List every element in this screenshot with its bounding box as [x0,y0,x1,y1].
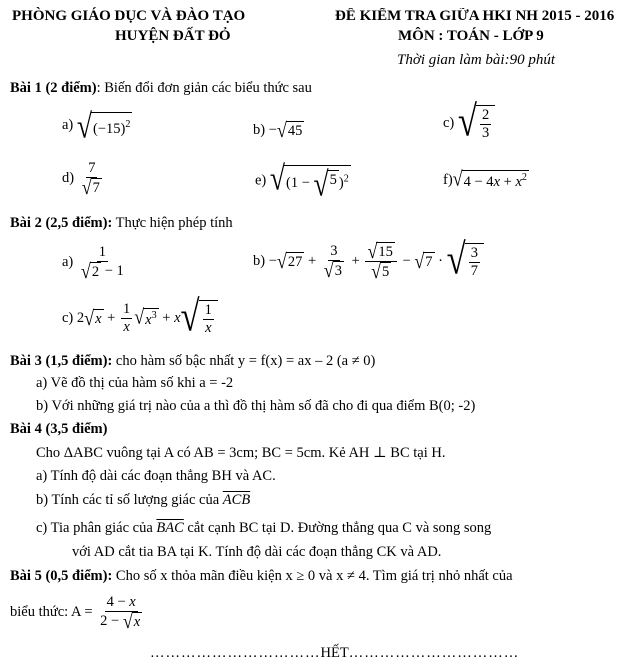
bai4-intro: Cho ΔABC vuông tại A có AB = 3cm; BC = 5cm. Kẻ AH ⊥ BC tại H. [36,445,446,461]
bai1-a-label: a) [62,117,74,134]
bai2-b-label: b) [253,253,266,270]
bai1-c-expr: √ $\frac{2}{3}$ [458,105,495,142]
bai4-c-text-post: cắt cạnh BC tại D. Đường thẳng qua C và song song [183,520,492,536]
bai1-b-label: b) [253,122,266,139]
header-exam-title: ĐỀ KIỂM TRA GIỮA HKI NH 2015 - 2016 [335,8,615,24]
bai1-f-label: f) [443,171,453,188]
bai4-b-angle: $\overline{ACB}$ [222,492,251,508]
bai3-text: cho hàm số bậc nhất y = f(x) = ax – 2 (a ≠ 0) [112,353,376,369]
bai4-a: a) Tính độ dài các đoạn thẳng BH và AC. [36,468,276,484]
bai2-a-expr: 1 √ 2 − 1 [80,244,124,283]
bai2-b-expr: − √ 27 + 3 √ 3 + √ 15 √ 5 − √ 7 · √ $\frac{3}{7}$ [269,253,484,269]
bai1-heading [10,80,312,97]
bai2-a-label: a) [62,253,74,270]
footer-end: ……………………………HẾT…………………………… [150,645,520,661]
bai1-title: Bài 1 (2 điểm) [10,80,97,96]
bai2-title: Bài 2 (2,5 điểm): [10,215,113,231]
bai1-text: : Biến đổi đơn giản các biểu thức sau [96,80,312,96]
bai1-f-expr: √ $4 - 4x + x^2$ [452,167,527,191]
bai5-line2: biểu thức: A = [10,603,93,620]
bai2-c-expr: 2 √ x + $\frac{1}{x}$ √ $x^3$ + x √ $\frac{1}{x}$ [77,310,218,326]
bai4-c-text: c) Tia phân giác của [36,520,157,536]
bai1-b-expr: − √ 45 [268,118,303,142]
bai4-title: Bài 4 (3,5 điểm) [10,421,108,437]
bai4-b [36,492,250,509]
bai1-a-expr: √ $(-15)^2$ [76,106,131,145]
bai1-a [62,106,132,145]
bai2-b [253,234,484,284]
bai2-a [62,244,128,281]
bai3-heading [10,353,375,370]
bai3-title: Bài 3 (1,5 điểm): [10,353,113,369]
bai1-c [443,96,495,146]
bai1-b [253,118,304,142]
bai3-a: a) Vẽ đồ thị của hàm số khi a = -2 [36,375,234,391]
bai4-c [36,520,491,537]
bai1-d [62,160,106,197]
bai2-text: Thực hiện phép tính [112,215,233,231]
bai1-e-expr: √ (1 − √ 5 )$^2$ [269,158,349,203]
header-district: HUYỆN ĐẤT ĐỎ [115,28,231,44]
bai1-e-label: e) [255,172,267,189]
bai2-c-label: c) [62,309,74,326]
bai1-d-expr: 7 √ 7 [81,160,100,199]
header-time: Thời gian làm bài:90 phút [397,52,556,68]
bai2-heading [10,215,233,232]
footer-end-text: HẾT [320,645,349,661]
bai1-d-label: d) [62,169,75,186]
header-dept: PHÒNG GIÁO DỤC VÀ ĐÀO TẠO [12,8,246,24]
bai4-c-angle: $\overline{BAC}$ [156,520,184,536]
bai5-expr [10,594,146,631]
bai5-fraction: 4 − x 2 − √ x [100,594,141,633]
header-subject: MÔN : TOÁN - LỚP 9 [398,28,544,44]
bai4-b-text: b) Tính các tỉ số lượng giác của [36,492,223,508]
bai2-c [62,291,218,341]
bai1-c-label: c) [443,114,455,131]
bai4-c-line2: với AD cắt tia BA tại K. Tính độ dài các đoạn thẳng CK và AD. [72,544,442,560]
bai3-b: b) Với những giá trị nào của a thì đồ thị hàm số đã cho đi qua điểm B(0; -2) [36,398,476,414]
bai1-e [255,158,351,203]
bai5-heading [10,568,513,585]
bai5-text: Cho số x thỏa mãn điều kiện x ≥ 0 và x ≠ 4. Tìm giá trị nhỏ nhất của [112,568,513,584]
bai5-title: Bài 5 (0,5 điểm): [10,568,113,584]
bai1-f [443,167,529,191]
